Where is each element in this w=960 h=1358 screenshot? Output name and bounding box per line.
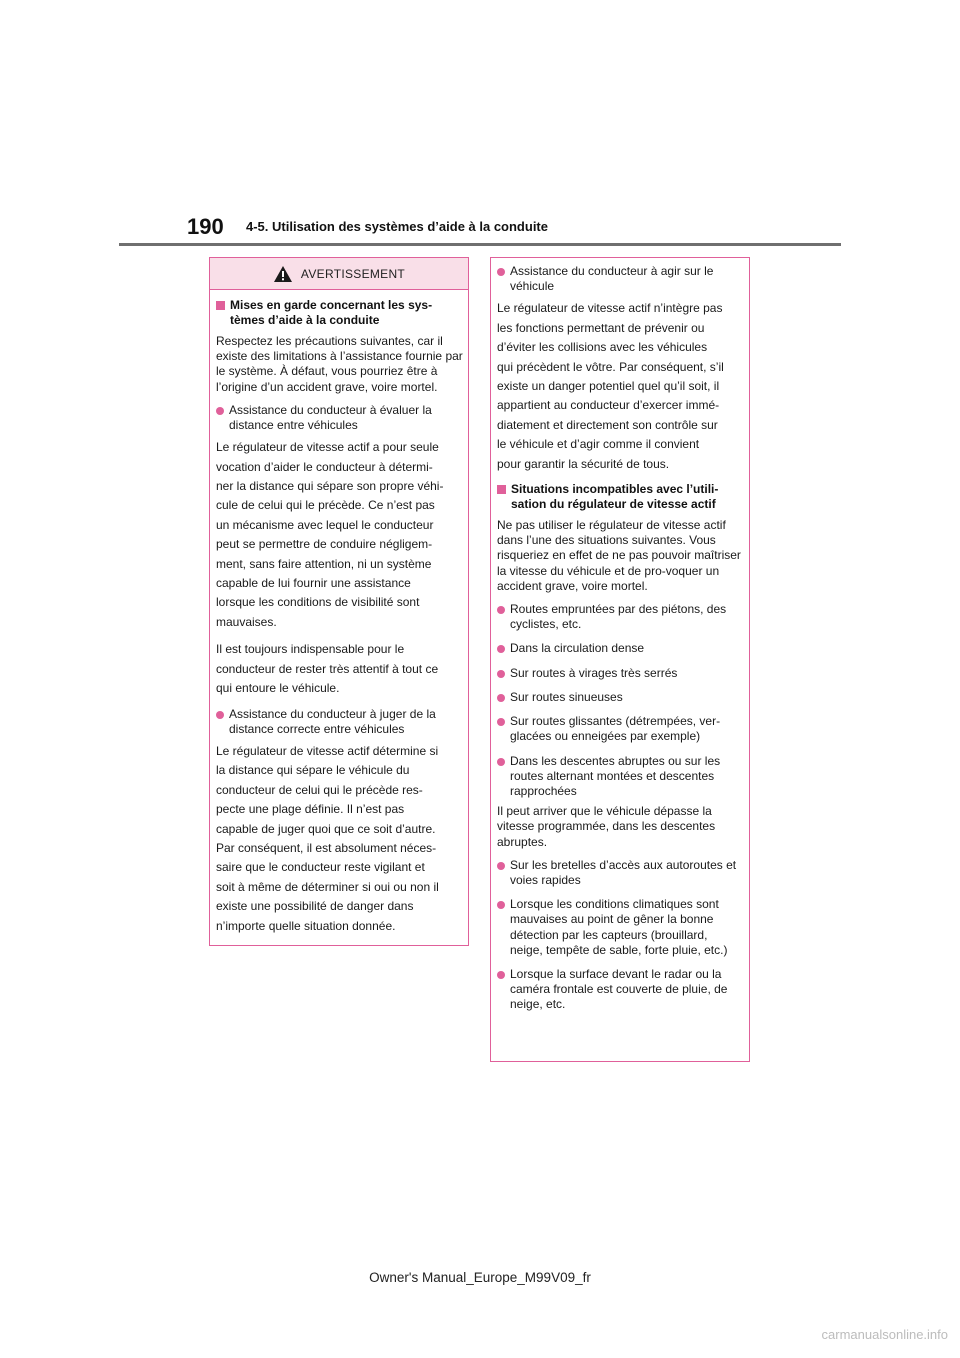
text-line: capable de lui fournir une assistance: [216, 576, 411, 591]
list-item-text: Lorsque la surface devant le radar ou la caméra frontale est couverte de pluie, de neige, etc.: [510, 966, 728, 1012]
pink-dot-icon: [497, 971, 505, 979]
text-line: pecte une plage définie. Il n’est pas: [216, 802, 405, 817]
text-line: ner la distance qui sépare son propre véhi-: [216, 479, 444, 494]
pink-dot-icon: [497, 645, 505, 653]
header-rule: [119, 243, 841, 246]
pink-dot-icon: [497, 862, 505, 870]
bullet-act-on-vehicle: [497, 264, 743, 294]
bullet-title: Assistance du conducteur à évaluer la distance entre véhicules: [229, 402, 432, 433]
text-line: capable de juger quoi que ce soit d’autre.: [216, 821, 436, 836]
text-line: conducteur de rester très attentif à tout ce: [216, 661, 439, 676]
text-line: un mécanisme avec lequel le conducteur: [216, 517, 434, 532]
text-line: ment, sans faire attention, ni un système: [216, 556, 432, 571]
bullet-judge-distance-body: [216, 742, 463, 936]
warning-box-continued: [490, 257, 750, 1062]
list-item: [497, 754, 743, 800]
pink-dot-icon: [216, 407, 224, 415]
footer-manual-id: Owner's Manual_Europe_M99V09_fr: [369, 1270, 591, 1285]
incompatible-situations-heading-text: Situations incompatibles avec l’utili-sation du régulateur de vitesse actif: [511, 482, 719, 512]
text-line: appartient au conducteur d’exercer immé-: [497, 398, 720, 413]
text-line: cule de celui qui le précède. Ce n’est pas: [216, 498, 435, 513]
incompatible-situations-intro: Ne pas utiliser le régulateur de vitesse actif dans l’une des situations suivantes. Vous risqueriez en effet de ne pas pouvoir maîtriser la vitesse du véhicule et de pro-voquer un accident grave, voire mortel.: [497, 518, 741, 593]
list-item-text: Routes empruntées par des piétons, des cyclistes, etc.: [510, 602, 727, 632]
list-item: [497, 858, 743, 888]
warning-box: [209, 257, 469, 946]
warning-title: AVERTISSEMENT: [300, 266, 406, 281]
bullet-evaluate-distance-body: [216, 438, 463, 632]
bullet-title: Assistance du conducteur à agir sur le véhicule: [510, 264, 714, 294]
text-line: lorsque les conditions de visibilité sont: [216, 595, 420, 610]
text-line: qui précèdent le vôtre. Par conséquent, s’il: [497, 359, 724, 374]
descent-note: Il peut arriver que le véhicule dépasse la vitesse programmée, dans les descentes abruptes.: [497, 804, 716, 849]
text-line: existe un danger potentiel quel qu’il soit, il: [497, 379, 720, 394]
text-line: mauvaises.: [216, 614, 277, 629]
list-item-text: Dans la circulation dense: [510, 641, 645, 656]
pink-dot-icon: [497, 901, 505, 909]
bullet-title: Assistance du conducteur à juger de la distance correcte entre véhicules: [229, 706, 436, 736]
list-item-text: Lorsque les conditions climatiques sont mauvaises au point de gêner la bonne détection par les capteurs (brouillard, neige, tempête de sable, forte pluie, etc.): [510, 897, 728, 957]
text-line: vocation d’aider le conducteur à détermi-: [216, 459, 433, 474]
text-line: pour garantir la sécurité de tous.: [497, 456, 670, 471]
list-item-text: Sur routes sinueuses: [510, 689, 623, 704]
bullet-judge-distance: [216, 707, 463, 737]
list-item: [497, 897, 743, 958]
text-line: Il est toujours indispensable pour le: [216, 642, 405, 657]
list-item-text: Sur routes glissantes (détrempées, ver-glacées ou enneigées par exemple): [510, 714, 721, 744]
text-line: la distance qui sépare le véhicule du: [216, 763, 410, 778]
pink-dot-icon: [497, 694, 505, 702]
text-line: soit à même de déterminer si oui ou non il: [216, 879, 439, 894]
text-line: le véhicule et d’agir comme il convient: [497, 437, 700, 452]
text-line: saire que le conducteur reste vigilant et: [216, 860, 425, 875]
list-item-text: Dans les descentes abruptes ou sur les routes alternant montées et descentes rapprochées: [510, 753, 721, 798]
pink-square-icon: [216, 301, 225, 310]
list-item: [497, 967, 743, 1013]
section-title: 4-5. Utilisation des systèmes d’aide à la conduite: [246, 219, 548, 234]
text-line: qui entoure le véhicule.: [216, 681, 340, 696]
page-number: 190: [187, 214, 224, 239]
precautions-heading: [216, 298, 463, 328]
warning-triangle-icon: [273, 265, 293, 283]
list-item: [497, 690, 743, 705]
list-item: [497, 714, 743, 744]
watermark: carmanualsonline.info: [821, 1327, 948, 1342]
warning-header: [210, 258, 468, 290]
precautions-heading-text: Mises en garde concernant les sys-tèmes d’aide à la conduite: [230, 298, 433, 327]
text-line: Le régulateur de vitesse actif n’intègre pas: [497, 301, 723, 316]
text-line: d’éviter les collisions avec les véhicules: [497, 340, 708, 355]
pink-dot-icon: [497, 670, 505, 678]
text-line: n’importe quelle situation donnée.: [216, 918, 396, 933]
bullet-evaluate-distance: [216, 403, 463, 433]
pink-dot-icon: [216, 711, 224, 719]
pink-dot-icon: [497, 606, 505, 614]
warning-body: [210, 290, 468, 936]
list-item-text: Sur les bretelles d’accès aux autoroutes et voies rapides: [510, 857, 737, 887]
bullet-act-on-vehicle-body: [497, 299, 743, 474]
text-line: Le régulateur de vitesse actif a pour seule: [216, 440, 439, 455]
list-item-text: Sur routes à virages très serrés: [510, 665, 678, 680]
text-line: Par conséquent, il est absolument néces-: [216, 840, 437, 855]
text-line: Le régulateur de vitesse actif détermine si: [216, 743, 439, 758]
text-line: conducteur de celui qui le précède res-: [216, 782, 423, 797]
pink-dot-icon: [497, 758, 505, 766]
precautions-intro: Respectez les précautions suivantes, car il existe des limitations à l’assistance fournie par le système. À défaut, vous pourriez être à l’origine d’un accident grave, voire mortel.: [216, 334, 463, 394]
text-line: peut se permettre de conduire négligem-: [216, 537, 433, 552]
pink-dot-icon: [497, 718, 505, 726]
text-line: existe une possibilité de danger dans: [216, 899, 414, 914]
text-line: les fonctions permettant de prévenir ou: [497, 320, 705, 335]
list-item: [497, 666, 743, 681]
attention-paragraph: [216, 640, 463, 698]
pink-dot-icon: [497, 268, 505, 276]
pink-square-icon: [497, 485, 506, 494]
text-line: diatement et directement son contrôle sur: [497, 417, 718, 432]
list-item: [497, 641, 743, 656]
list-item: [497, 602, 743, 632]
incompatible-situations-heading: [497, 482, 743, 512]
